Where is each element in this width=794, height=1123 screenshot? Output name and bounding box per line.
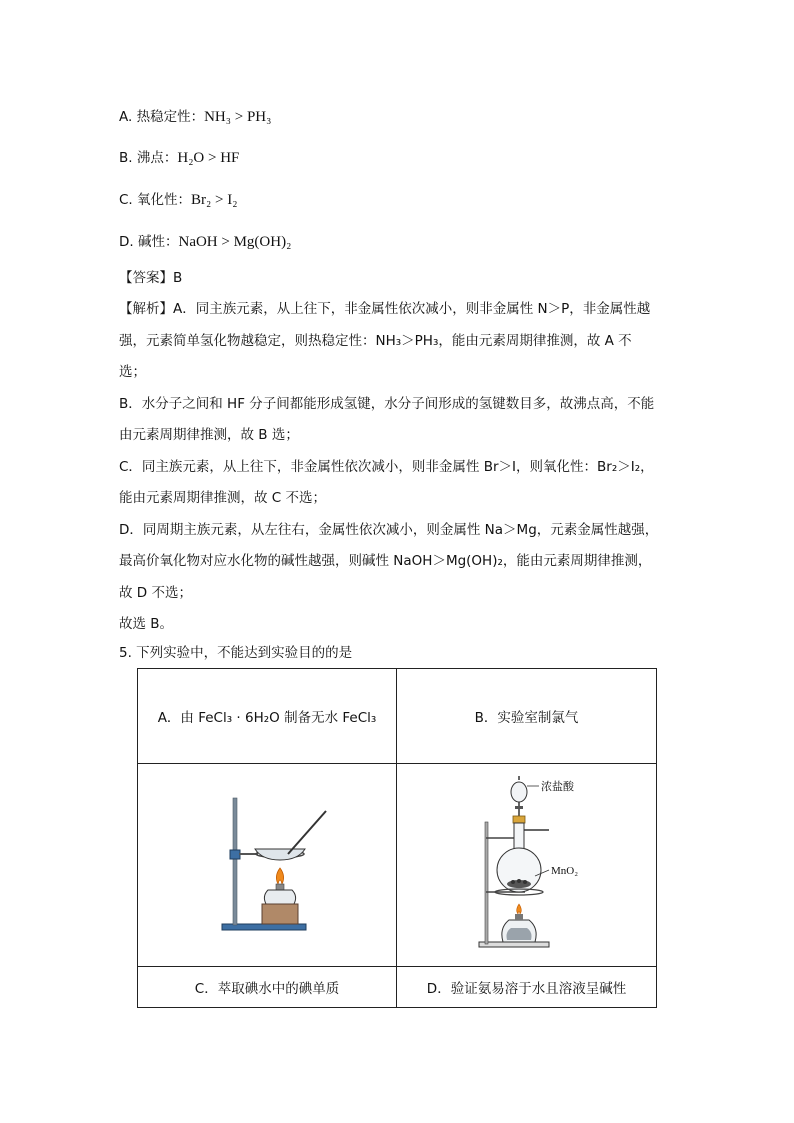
cell-b-caption: B．实验室制氯气 <box>397 669 657 764</box>
option-b <box>119 148 239 168</box>
analysis-line: 故选 B。 <box>119 616 174 632</box>
cell-c-caption: C．萃取碘水中的碘单质 <box>138 967 397 1008</box>
option-c <box>119 190 237 210</box>
option-c-formula: Br₂ > I₂ <box>191 192 238 208</box>
option-b-label: B. 沸点： <box>119 150 178 166</box>
analysis-line: 由元素周期律推测，故 B 选； <box>119 427 299 443</box>
question-5-table <box>137 668 657 1008</box>
question-5-stem: 5. 下列实验中，不能达到实验目的的是 <box>119 645 353 661</box>
label-mno2: MnO₂ <box>551 865 579 877</box>
option-a-label: A. 热稳定性： <box>119 109 205 125</box>
option-b-formula: H₂O > HF <box>177 150 240 166</box>
evaporation-apparatus-figure <box>138 764 396 962</box>
option-d-formula: NaOH > Mg(OH)₂ <box>178 234 292 250</box>
analysis-line: 能由元素周期律推测，故 C 不选； <box>119 490 327 506</box>
analysis-line: 选； <box>119 364 146 380</box>
cell-a-caption: A．由 FeCl₃ · 6H₂O 制备无水 FeCl₃ <box>138 669 397 764</box>
cell-d-caption: D．验证氨易溶于水且溶液呈碱性 <box>397 967 657 1008</box>
analysis-line: 最高价氧化物对应水化物的碱性越强，则碱性 NaOH＞Mg(OH)₂，能由元素周期律推测， <box>119 553 652 569</box>
option-c-label: C. 氧化性： <box>119 192 192 208</box>
answer-line: 【答案】B <box>119 270 183 286</box>
option-d-label: D. 碱性： <box>119 234 179 250</box>
analysis-line: 强，元素简单氢化物越稳定，则热稳定性：NH₃＞PH₃，能由元素周期律推测，故 A 不 <box>119 332 632 349</box>
cell-a-figure <box>138 764 397 967</box>
option-a <box>119 107 271 127</box>
chlorine-apparatus-figure <box>397 764 656 962</box>
option-d <box>119 232 291 252</box>
cell-b-figure <box>397 764 657 967</box>
analysis-line: 故 D 不选； <box>119 584 192 601</box>
label-concentrated-hcl: 浓盐酸 <box>541 781 574 793</box>
option-a-formula: NH₃ > PH₃ <box>204 109 272 125</box>
analysis-line: D．同周期主族元素，从左往右，金属性依次减小，则金属性 Na＞Mg，元素金属性越强， <box>119 521 659 538</box>
analysis-line: B．水分子之间和 HF 分子间都能形成氢键，水分子间形成的氢键数目多，故沸点高，不能 <box>119 395 655 412</box>
analysis-block <box>119 299 675 646</box>
analysis-line: 【解析】A．同主族元素，从上往下，非金属性依次减小，则非金属性 N＞P，非金属性越 <box>119 301 651 317</box>
analysis-line: C．同主族元素，从上往下，非金属性依次减小，则非金属性 Br＞I，则氧化性：Br₂＞I₂， <box>119 458 654 475</box>
